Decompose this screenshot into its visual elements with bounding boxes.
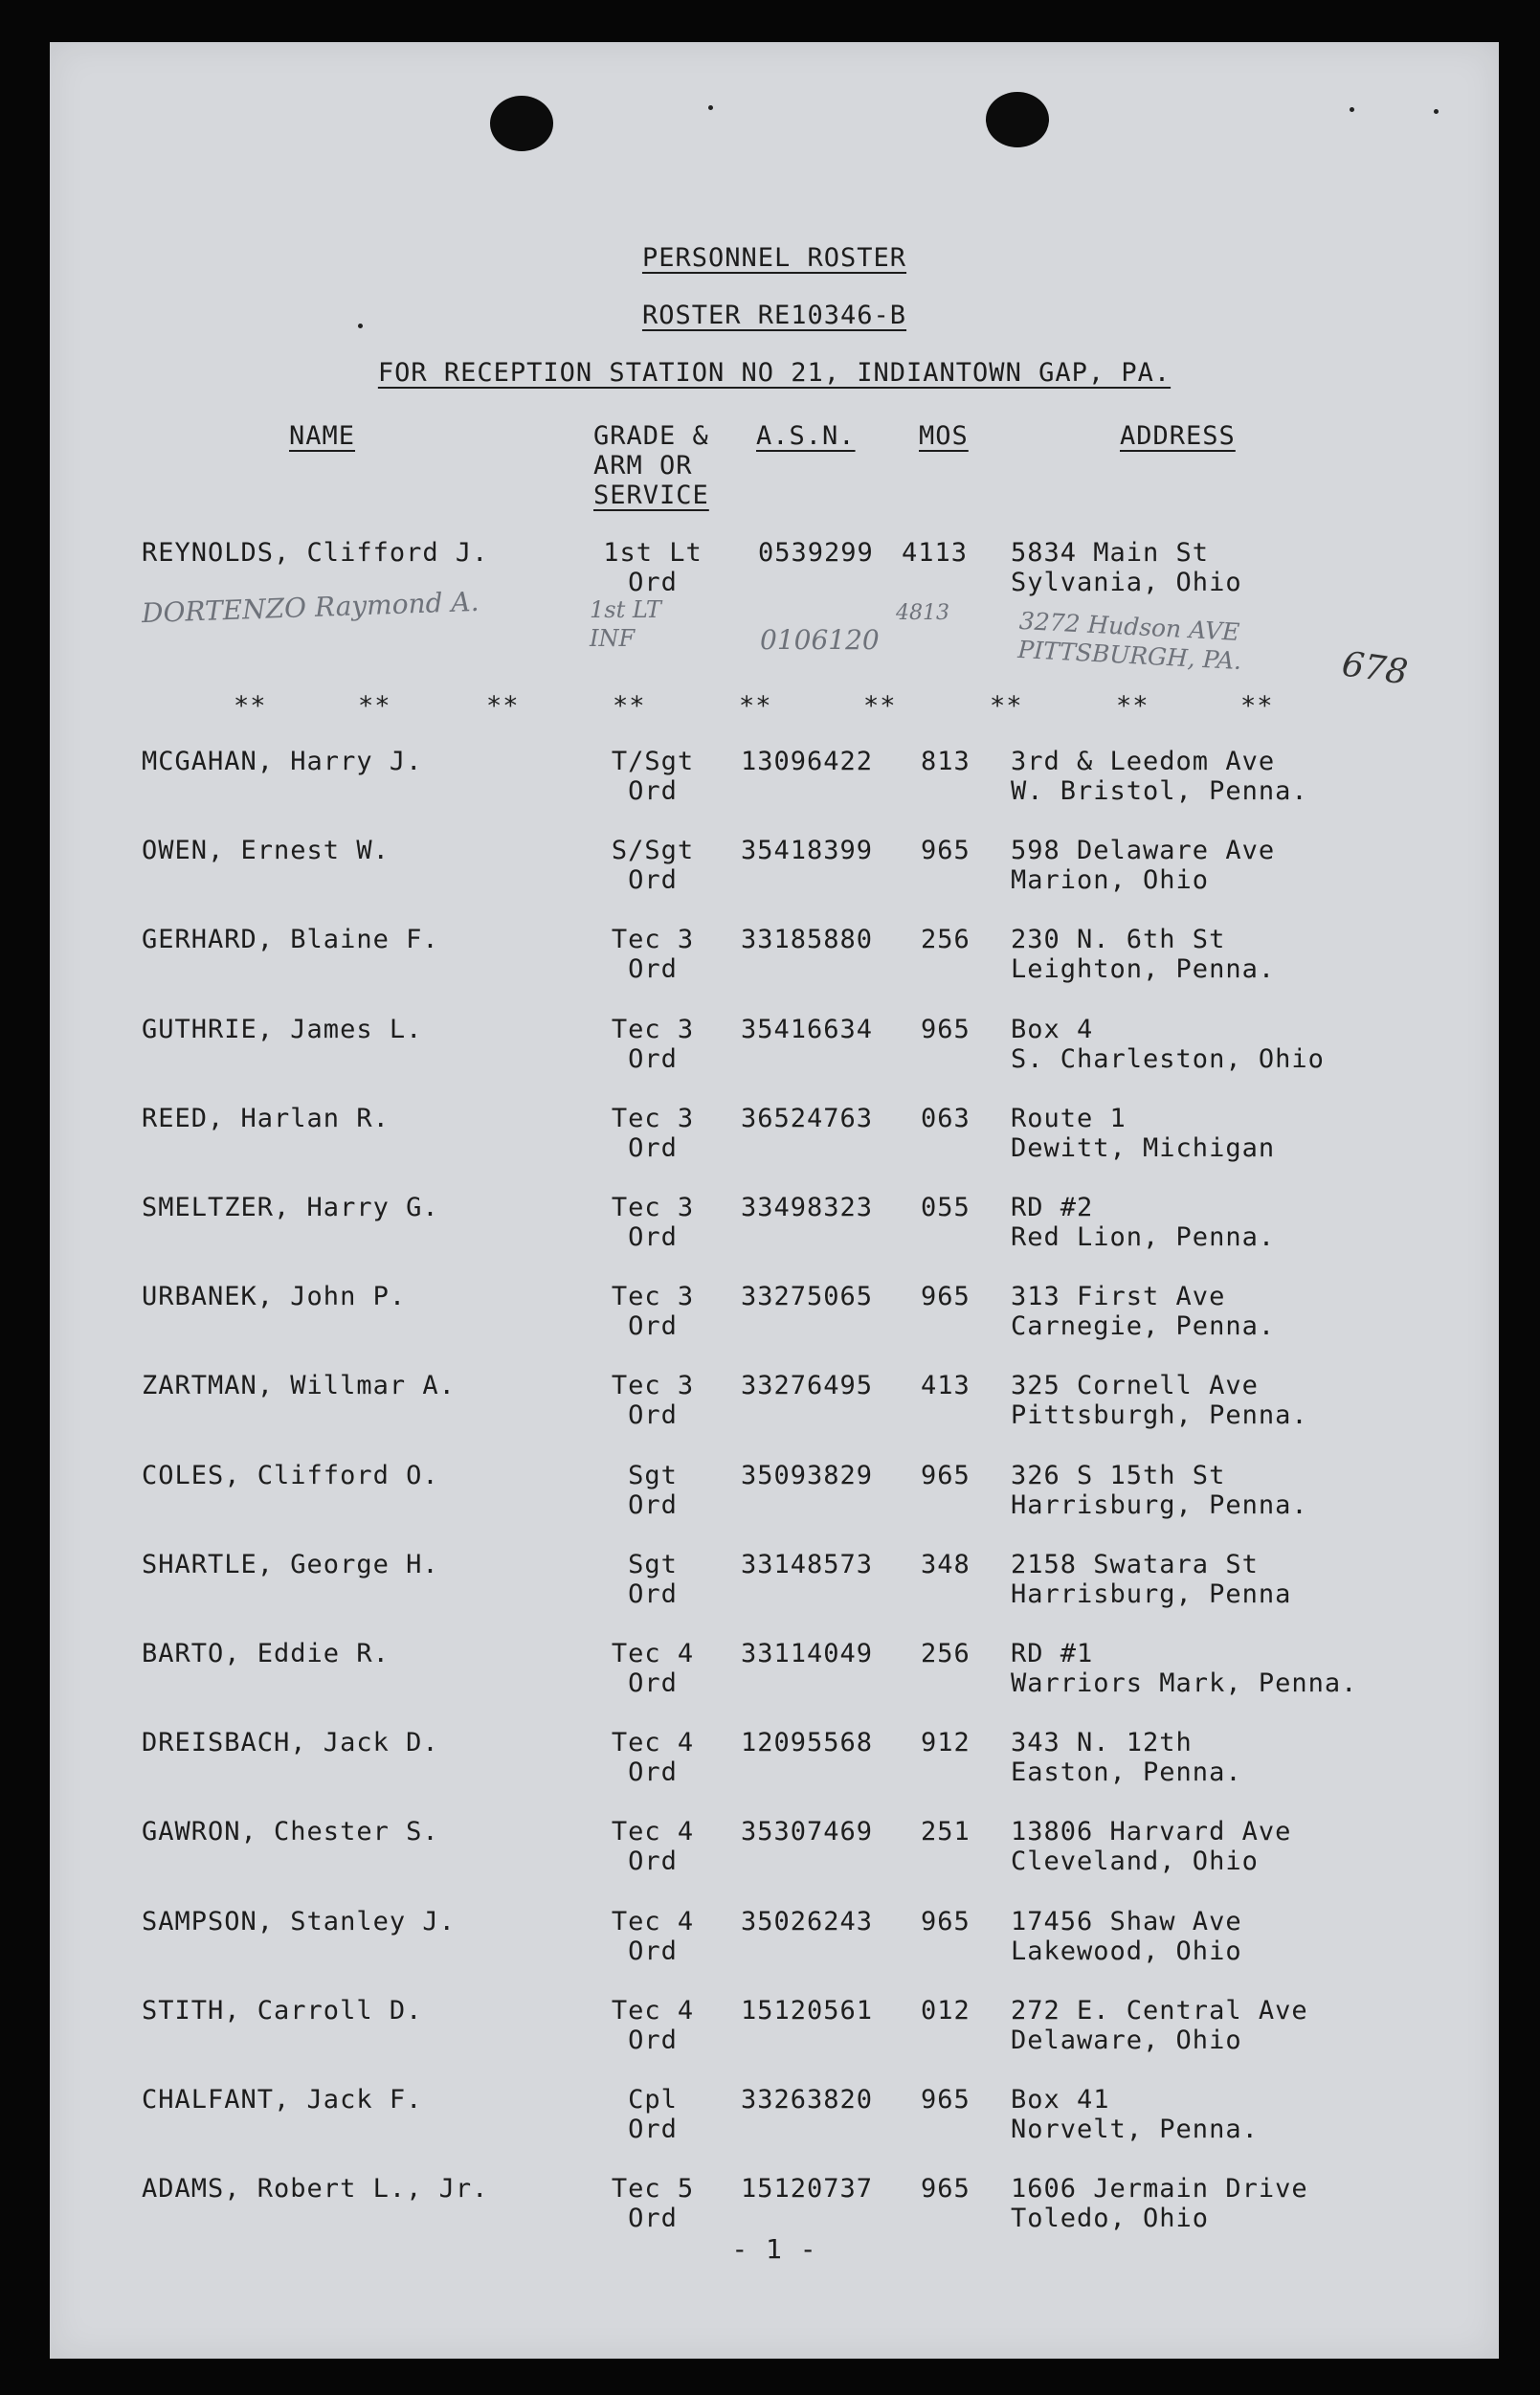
address-line: 2158 Swatara St (1011, 1550, 1259, 1579)
arm-text: Ord (628, 1044, 678, 1074)
column-header-address: ADDRESS (1120, 421, 1236, 451)
address-line: 272 E. Central Ave (1011, 1996, 1308, 2026)
handwritten-name: DORTENZO Raymond A. (141, 585, 480, 630)
grade-text: Tec 4 (611, 1639, 695, 1668)
address-line: 325 Cornell Ave (1011, 1371, 1259, 1400)
handwritten-mos: 4813 (896, 601, 949, 625)
address-line: RD #1 (1011, 1639, 1094, 1668)
entry-grade (586, 1639, 720, 1698)
separator-mark: ** (739, 691, 772, 721)
page-number: - 1 - (731, 2233, 817, 2265)
entry-name: SHARTLE, George H. (142, 1550, 439, 1579)
entry-grade (586, 1461, 720, 1520)
address-line: 343 N. 12th (1011, 1728, 1193, 1757)
grade-text: Tec 4 (611, 1996, 695, 2026)
address-line: Route 1 (1011, 1104, 1127, 1133)
entry-address (1011, 1282, 1275, 1341)
address-line: Norvelt, Penna. (1011, 2115, 1259, 2144)
address-line: 313 First Ave (1011, 1282, 1226, 1311)
entry-asn: 36524763 (741, 1104, 874, 1133)
address-line: 3rd & Leedom Ave (1011, 747, 1276, 776)
entry-name: GAWRON, Chester S. (142, 1817, 439, 1847)
arm-text: Ord (628, 1757, 678, 1787)
grade-text: Sgt (628, 1550, 678, 1579)
entry-name: DREISBACH, Jack D. (142, 1728, 439, 1757)
handwritten-arm-text: INF (590, 625, 636, 652)
entry-mos: 256 (921, 925, 971, 954)
arm-text: Ord (628, 1490, 678, 1520)
entry-name: URBANEK, John P. (142, 1282, 407, 1311)
entry-name: CHALFANT, Jack F. (142, 2085, 423, 2115)
entry-asn: 35307469 (741, 1817, 874, 1847)
entry-mos: 256 (921, 1639, 971, 1668)
entry-name: OWEN, Ernest W. (142, 836, 390, 865)
entry-grade (586, 1996, 720, 2055)
entry-grade (586, 747, 720, 806)
column-header-name: NAME (289, 421, 356, 451)
grade-text: Tec 4 (611, 1817, 695, 1847)
entry-grade (586, 538, 720, 597)
separator-mark: ** (1116, 691, 1149, 721)
grade-text: Tec 3 (611, 1015, 695, 1044)
arm-text: Ord (628, 2115, 678, 2144)
entry-name: GUTHRIE, James L. (142, 1015, 423, 1044)
entry-name: REYNOLDS, Clifford J. (142, 538, 489, 568)
entry-grade (586, 1193, 720, 1252)
entry-name: COLES, Clifford O. (142, 1461, 439, 1490)
arm-text: Ord (628, 1936, 678, 1966)
entry-address (1011, 538, 1242, 597)
entry-name: STITH, Carroll D. (142, 1996, 423, 2026)
entry-address (1011, 836, 1275, 895)
arm-text: Ord (628, 1400, 678, 1430)
separator-mark: ** (990, 691, 1023, 721)
address-line: 1606 Jermain Drive (1011, 2174, 1308, 2204)
entry-address (1011, 1817, 1291, 1876)
address-line: Carnegie, Penna. (1011, 1311, 1276, 1341)
entry-address (1011, 1193, 1275, 1252)
address-line: Red Lion, Penna. (1011, 1222, 1276, 1252)
entry-asn: 33185880 (741, 925, 874, 954)
entry-asn: 33276495 (741, 1371, 874, 1400)
address-line: Box 41 (1011, 2085, 1110, 2115)
address-line: Warriors Mark, Penna. (1011, 1668, 1358, 1698)
entry-asn: 15120737 (741, 2174, 874, 2204)
handwritten-asn: 0106120 (760, 624, 880, 656)
column-header-mos: MOS (919, 421, 969, 451)
entry-address (1011, 1371, 1308, 1430)
entry-mos: 413 (921, 1371, 971, 1400)
entry-address (1011, 2085, 1259, 2144)
grade-text: Tec 4 (611, 1907, 695, 1936)
address-line: 17456 Shaw Ave (1011, 1907, 1242, 1936)
grade-text: Tec 5 (611, 2174, 695, 2204)
arm-text: Ord (628, 2026, 678, 2055)
entry-mos: 965 (921, 1282, 971, 1311)
handwritten-grade-text: 1st LT (590, 596, 661, 623)
entry-mos: 251 (921, 1817, 971, 1847)
entry-mos: 063 (921, 1104, 971, 1133)
entry-grade (586, 925, 720, 984)
address-line: RD #2 (1011, 1193, 1094, 1222)
address-line: Box 4 (1011, 1015, 1094, 1044)
speck (1350, 107, 1354, 112)
address-line: Harrisburg, Penna. (1011, 1490, 1308, 1520)
address-line: Cleveland, Ohio (1011, 1847, 1259, 1876)
arm-text: Ord (628, 1222, 678, 1252)
separator-row (50, 691, 1499, 720)
entry-asn: 33275065 (741, 1282, 874, 1311)
entry-grade (586, 1282, 720, 1341)
grade-header-line: ARM OR (593, 451, 693, 481)
entry-name: SAMPSON, Stanley J. (142, 1907, 456, 1936)
address-line: Easton, Penna. (1011, 1757, 1242, 1787)
entry-mos: 965 (921, 1907, 971, 1936)
address-line: 13806 Harvard Ave (1011, 1817, 1292, 1847)
entry-name: ADAMS, Robert L., Jr. (142, 2174, 489, 2204)
address-line: W. Bristol, Penna. (1011, 776, 1308, 806)
margin-note: 678 (1339, 644, 1411, 693)
address-line: Dewitt, Michigan (1011, 1133, 1276, 1163)
grade-text: Tec 3 (611, 1282, 695, 1311)
entry-name: ZARTMAN, Willmar A. (142, 1371, 456, 1400)
address-line: Sylvania, Ohio (1011, 568, 1242, 597)
arm-text: Ord (628, 1847, 678, 1876)
grade-text: Tec 4 (611, 1728, 695, 1757)
entry-asn: 13096422 (741, 747, 874, 776)
entry-grade (586, 1728, 720, 1787)
separator-mark: ** (613, 691, 646, 721)
entry-address (1011, 1639, 1357, 1698)
entry-name: GERHARD, Blaine F. (142, 925, 439, 954)
column-header-grade (593, 421, 709, 510)
grade-text: Tec 3 (611, 1104, 695, 1133)
grade-text: Tec 3 (611, 925, 695, 954)
entry-grade (586, 1817, 720, 1876)
entry-asn: 35418399 (741, 836, 874, 865)
handwritten-address-line: PITTSBURGH, PA. (1016, 635, 1242, 676)
entry-grade (586, 2085, 720, 2144)
arm-text: Ord (628, 1668, 678, 1698)
separator-mark: ** (234, 691, 267, 721)
entry-address (1011, 1461, 1308, 1520)
entry-mos: 965 (921, 2174, 971, 2204)
entry-asn: 35416634 (741, 1015, 874, 1044)
address-line: S. Charleston, Ohio (1011, 1044, 1325, 1074)
grade-header-line: GRADE & (593, 421, 709, 451)
handwritten-grade (590, 595, 661, 653)
entry-asn: 33263820 (741, 2085, 874, 2115)
entry-mos: 965 (921, 2085, 971, 2115)
grade-text: T/Sgt (611, 747, 695, 776)
entry-grade (586, 836, 720, 895)
entry-address (1011, 1104, 1275, 1163)
entry-address (1011, 2174, 1308, 2233)
entry-asn: 33498323 (741, 1193, 874, 1222)
address-line: 5834 Main St (1011, 538, 1210, 568)
entry-address (1011, 1907, 1242, 1966)
grade-text: Cpl (628, 2085, 678, 2115)
station-heading: FOR RECEPTION STATION NO 21, INDIANTOWN GAP, PA. (377, 358, 1172, 388)
entry-mos: 348 (921, 1550, 971, 1579)
grade-text: S/Sgt (611, 836, 695, 865)
grade-text: Tec 3 (611, 1193, 695, 1222)
entry-name: MCGAHAN, Harry J. (142, 747, 423, 776)
entry-mos: 813 (921, 747, 971, 776)
entry-asn: 33148573 (741, 1550, 874, 1579)
address-line: Toledo, Ohio (1011, 2204, 1210, 2233)
arm-text: Ord (628, 568, 678, 597)
address-line: Marion, Ohio (1011, 865, 1210, 895)
entry-address (1011, 1996, 1308, 2055)
address-line: Lakewood, Ohio (1011, 1936, 1242, 1966)
entry-address (1011, 747, 1308, 806)
separator-mark: ** (358, 691, 391, 721)
roster-number: ROSTER RE10346-B (641, 301, 907, 330)
entry-asn: 0539299 (758, 538, 874, 568)
entry-mos: 012 (921, 1996, 971, 2026)
separator-mark: ** (1240, 691, 1274, 721)
entry-grade (586, 1550, 720, 1609)
arm-text: Ord (628, 1311, 678, 1341)
arm-text: Ord (628, 776, 678, 806)
entry-address (1011, 1550, 1291, 1609)
entry-grade (586, 1104, 720, 1163)
entry-asn: 12095568 (741, 1728, 874, 1757)
entry-address (1011, 1015, 1325, 1074)
speck (1434, 109, 1439, 114)
punch-hole-right (986, 92, 1049, 147)
address-line: 326 S 15th St (1011, 1461, 1226, 1490)
arm-text: Ord (628, 1579, 678, 1609)
speck (708, 105, 713, 110)
entry-name: SMELTZER, Harry G. (142, 1193, 439, 1222)
entry-address (1011, 1728, 1242, 1787)
arm-text: Ord (628, 954, 678, 984)
column-header-asn: A.S.N. (756, 421, 856, 451)
entry-asn: 15120561 (741, 1996, 874, 2026)
entry-name: REED, Harlan R. (142, 1104, 390, 1133)
entry-mos: 965 (921, 1461, 971, 1490)
handwritten-address-line: 3272 Hudson AVE (1018, 606, 1240, 646)
arm-text: Ord (628, 1133, 678, 1163)
entry-asn: 35093829 (741, 1461, 874, 1490)
roster-title: PERSONNEL ROSTER (641, 243, 907, 273)
address-line: 230 N. 6th St (1011, 925, 1226, 954)
entry-asn: 35026243 (741, 1907, 874, 1936)
address-line: Delaware, Ohio (1011, 2026, 1242, 2055)
entry-mos: 055 (921, 1193, 971, 1222)
handwritten-address (1017, 607, 1244, 676)
grade-text: Sgt (628, 1461, 678, 1490)
grade-text: 1st Lt (603, 538, 703, 568)
entry-grade (586, 1015, 720, 1074)
separator-mark: ** (486, 691, 520, 721)
separator-mark: ** (863, 691, 897, 721)
grade-header-line: SERVICE (593, 481, 709, 510)
roster-sheet (50, 42, 1499, 2359)
entry-mos: 912 (921, 1728, 971, 1757)
address-line: Harrisburg, Penna (1011, 1579, 1292, 1609)
entry-mos: 4113 (902, 538, 969, 568)
entry-grade (586, 2174, 720, 2233)
entry-mos: 965 (921, 1015, 971, 1044)
address-line: Pittsburgh, Penna. (1011, 1400, 1308, 1430)
entry-grade (586, 1907, 720, 1966)
punch-hole-left (490, 96, 553, 151)
entry-asn: 33114049 (741, 1639, 874, 1668)
entry-name: BARTO, Eddie R. (142, 1639, 390, 1668)
entry-mos: 965 (921, 836, 971, 865)
entry-address (1011, 925, 1275, 984)
address-line: 598 Delaware Ave (1011, 836, 1276, 865)
entry-grade (586, 1371, 720, 1430)
arm-text: Ord (628, 865, 678, 895)
address-line: Leighton, Penna. (1011, 954, 1276, 984)
arm-text: Ord (628, 2204, 678, 2233)
grade-text: Tec 3 (611, 1371, 695, 1400)
